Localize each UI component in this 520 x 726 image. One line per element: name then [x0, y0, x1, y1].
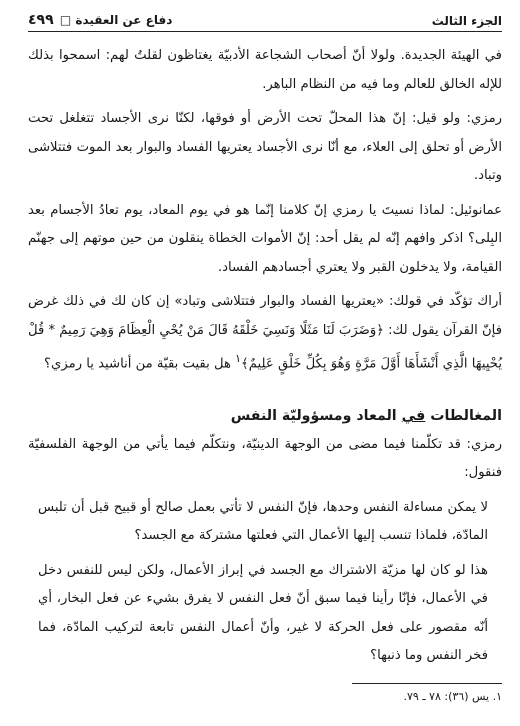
paragraph-1: في الهيئة الجديدة. ولولا أنّ أصحاب الشجاعة الأدبيّة يغتاظون لقلتُ لهم: اسمحوا بذلك للإله الخالق للعالم وما فيه من النظام الباهر.	[28, 48, 502, 92]
paragraph-ramzi-2: رمزي: قد تكلّمنا فيما مضى من الوجهة الدينيّة، ونتكلّم فيما يأتي من الوجهة الفلسفيّة فنقول:	[28, 436, 502, 481]
page-number: ٤٩٩	[28, 12, 54, 28]
footnote-separator	[352, 683, 502, 684]
quran-quote-followup: هل بقيت بقيّة من أناشيد يا رمزي؟	[44, 356, 236, 372]
book-title: دفاع عن العقيدة	[75, 13, 173, 27]
section-title-prefix: المغالطات	[425, 407, 502, 424]
book-title-with-page-number	[28, 12, 172, 28]
paragraph-quran-quote	[28, 288, 502, 379]
running-header	[28, 12, 502, 32]
paragraph-ramzi-1: رمزي: ولو قيل: إنّ هذا المحلّ تحت الأرض أو فوقها، لكنّا نرى الأجساد تتغلغل تحت الأرض أو تحلق إلى العلاء، مع أنّا نرى الأجساد يعتريها الفساد والبوار بعد الموت فتتلاشى وتباد.	[28, 111, 502, 183]
separator-square-icon: □	[59, 13, 72, 27]
quran-quote-text: أراك تؤكّد في قولك: «يعتريها الفساد والبوار فتتلاشى وتباد» إن كان لك في ذلك غرض فإنّ القرآن يقول لك: ﴿وَضَرَبَ لَنَا مَثَلًا وَنَسِيَ خَلْقَهُ قَالَ مَنْ يُحْيِ الْعِظَامَ وَهِيَ رَمِيمٌ * قُلْ يُحْيِيهَا الَّذِي أَنْشَأَهَا أَوَّلَ مَرَّةٍ وَهُوَ بِكُلِّ خَلْقٍ عَلِيمٌ﴾	[28, 294, 502, 372]
quote-paragraph-1: لا يمكن مساءلة النفس وحدها، فإنّ النفس لا تأتي بعمل صالح أو قبيح قبل أن تلبس المادّة، فلماذا تنسب إليها الأعمال التي فعلتها مشتركة مع الجسد؟	[38, 499, 488, 544]
footnote: ١. يس (٣٦): ٧٨ ـ ٧٩.	[403, 689, 502, 703]
quote-paragraph-2: هذا لو كان لها مزيّة الاشتراك مع الجسد في إبراز الأعمال، ولكن ليس للنفس دخل في الأعمال، فإنّا رأينا فيما سبق أنّ فعل النفس لا يفرق بشيء عن فعل البخار، أي أنّه مقصور على فعل الحركة لا غير، وأنّ أعمال النفس تابعة لتركيب المادّة، فما فخر النفس وما ذنبها؟	[38, 562, 488, 664]
section-title	[28, 401, 502, 431]
footnote-marker[interactable]: ١	[235, 352, 242, 365]
section-title-suffix: المعاد ومسؤوليّة النفس	[230, 407, 402, 424]
section-title-underlined: في	[401, 407, 426, 424]
volume-label: الجزء الثالث	[431, 14, 502, 28]
page-body	[28, 42, 502, 708]
paragraph-emmanuel: عمانوئيل: لماذا نسيتَ يا رمزي إنّ كلامنا إنّما هو في يوم المعاد، يوم تعادُ الأجسام بعد البِلى؟ اذكر وافهم إنّه لم يقل أحد: إنّ الأموات الخطاة ينقلون من حين موتهم إلى جهنّم القيامة، ولا يدخلون القبر ولا يعتري أجسادهم الفساد.	[28, 202, 502, 275]
